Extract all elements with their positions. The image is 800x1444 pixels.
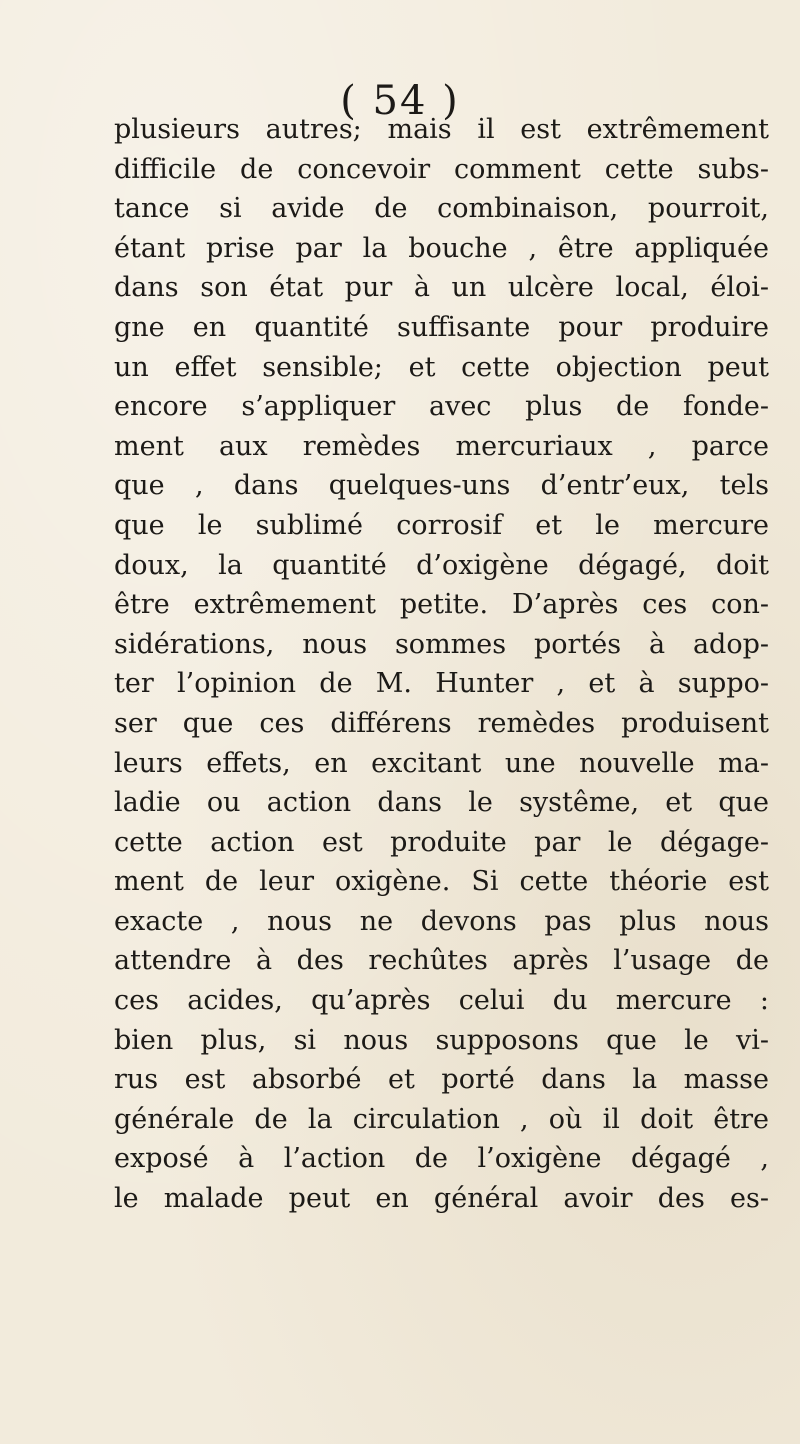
page-number: ( 54 ) <box>340 78 460 124</box>
text-line: sidérations, nous sommes portés à adop- <box>114 628 769 660</box>
text-line: générale de la circulation , où il doit être <box>114 1103 769 1135</box>
text-line: leurs effets, en excitant une nouvelle ma- <box>114 747 769 779</box>
body-text <box>114 110 769 1219</box>
text-line: ment aux remèdes mercuriaux , parce <box>114 430 769 462</box>
text-line: que , dans quelques-uns d’entr’eux, tels <box>114 470 769 502</box>
text-line: tance si avide de combinaison, pourroit, <box>114 193 769 225</box>
text-line: attendre à des rechûtes après l’usage de <box>114 945 769 977</box>
text-line: plusieurs autres; mais il est extrêmement <box>114 114 769 145</box>
text-line: ces acides, qu’après celui du mercure : <box>114 985 769 1017</box>
text-line: ment de leur oxigène. Si cette théorie est <box>114 866 769 898</box>
text-line: exacte , nous ne devons pas plus nous <box>114 905 769 937</box>
text-line: étant prise par la bouche , être appliquée <box>114 232 769 264</box>
text-line: doux, la quantité d’oxigène dégagé, doit <box>114 549 769 581</box>
text-line: ser que ces différens remèdes produisent <box>114 707 769 739</box>
text-line: un effet sensible; et cette objection peut <box>114 351 769 383</box>
text-line: difficile de concevoir comment cette subs- <box>114 153 769 185</box>
text-line: le malade peut en général avoir des es- <box>114 1183 769 1215</box>
text-line: dans son état pur à un ulcère local, éloi- <box>114 272 769 304</box>
text-line: ladie ou action dans le systême, et que <box>114 787 769 819</box>
text-line: gne en quantité suffisante pour produire <box>114 311 769 343</box>
text-line: exposé à l’action de l’oxigène dégagé , <box>114 1143 769 1175</box>
text-line: rus est absorbé et porté dans la masse <box>114 1064 769 1096</box>
text-line: cette action est produite par le dégage- <box>114 826 769 858</box>
text-line: bien plus, si nous supposons que le vi- <box>114 1024 769 1056</box>
text-line: être extrêmement petite. D’après ces con- <box>114 589 769 621</box>
text-line: que le sublimé corrosif et le mercure <box>114 509 769 541</box>
text-line: encore s’appliquer avec plus de fonde- <box>114 391 769 423</box>
text-line: ter l’opinion de M. Hunter , et à suppo- <box>114 668 769 700</box>
